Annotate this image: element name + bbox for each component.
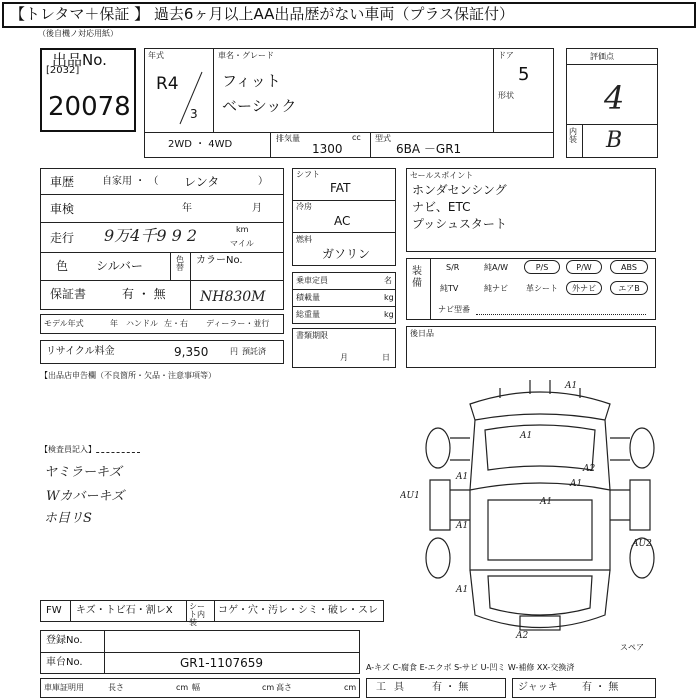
door-value: 5 [518,64,530,85]
gross-label: 総重量 [296,310,320,319]
gross-unit: kg [384,310,394,319]
damage-mark-1: A1 [565,381,578,391]
cert-wid: 幅 [192,683,200,692]
score-label: 評価点 [590,52,614,61]
cert-len-cm: cm [176,683,189,692]
cert-hei-cm: cm [344,683,357,692]
report-title: 【出品店申告欄（不良箇所・欠品・注意事項等） [40,371,216,380]
damage-mark-3: A1 [540,497,553,507]
damage-mark-10: AU2 [632,539,652,549]
tools-label: 工具 [376,682,412,693]
damage-mark-6: A2 [583,464,596,474]
history-label: 車歴 [50,175,75,189]
year-value: R4 [156,74,179,94]
equip-pw: P/W [566,260,602,274]
damage-mark-4: A1 [456,521,469,531]
shape-label: 形状 [498,91,514,100]
later-label: 後日品 [410,329,434,338]
spare-label: スペア [620,643,644,652]
score-value: 4 [604,79,625,117]
history-options: 自家用 ・ （ [102,176,159,187]
tools-opts: 有 ・ 無 [432,682,469,693]
damage-mark-2: A1 [520,431,533,441]
mileage-value: 9万4千9 9 2 [104,226,198,245]
ac-value: AC [334,214,351,228]
damage-mark-11: A2 [516,631,529,641]
damage-legend: A-キズ C-腐食 E-エクボ S-サビ U-凹ミ W-補修 XX-交換済 [366,663,575,672]
sales-line-2: ナビ、ETC [412,200,471,214]
registration-month: 月 [340,353,348,362]
equipment-label: 装備 [412,266,422,289]
year-label: 年式 [148,51,164,60]
door-label: ドア [498,51,514,60]
shaken-label: 車検 [50,202,75,216]
fw-label: FW [46,605,62,616]
warranty-label: 保証書 [50,287,87,301]
shift-label: シフト [296,170,320,179]
interior-value: B [606,128,623,153]
year-month: 3 [190,107,198,121]
cert-label: 車庫証明用 [44,683,84,692]
load-label: 積載量 [296,293,320,302]
seat-label: シート内装 [189,602,205,627]
cert-wid-cm: cm [262,683,275,692]
color-value: シルバー [96,259,143,273]
later-box [406,326,656,368]
cc-value: 1300 [312,142,343,156]
warranty-opts: 有 ・ 無 [122,287,166,301]
load-unit: kg [384,293,394,302]
car-grade: ベーシック [222,97,297,115]
cert-box [40,678,360,698]
recycle-value: 9,350 [174,345,209,359]
registration-day: 日 [382,353,390,362]
equip-tv: 純TV [440,284,459,293]
cc-label: 排気量 [276,134,300,143]
inspector-note-1: ヤミラーキズ [44,465,122,480]
sales-label: セールスポイント [410,171,474,180]
shaken-nen: 年 [182,203,192,214]
name-label: 車名・グレード [218,51,274,60]
shaken-tsuki: 月 [252,203,262,214]
history-close: ） [258,176,268,187]
shift-value: FAT [330,181,351,195]
color-no-label: カラーNo. [196,255,243,266]
equip-leather: 革シート [526,284,558,293]
registration-label: 書類期限 [296,331,328,340]
passengers-label: 乗車定員 [296,276,328,285]
header-subtitle: （後自機ノ対応用紙） [38,29,118,38]
recycle-label: リサイクル料金 [46,346,115,357]
damage-mark-5: A1 [456,585,469,595]
jack-label: ジャッキ [518,682,558,693]
recycle-note: 預託済 [242,347,266,356]
equip-navi: 純ナビ [484,284,508,293]
sales-line-3: プッシュスタート [412,217,507,231]
equip-sr: S/R [446,263,460,272]
fuel-value: ガソリン [322,247,371,261]
car-name: フィット [222,72,281,90]
ac-label: 冷房 [296,202,312,211]
color-no-value: NH830M [200,289,266,305]
drive-value: 2WD ・ 4WD [168,139,233,150]
lot-code: [2032] [46,65,80,76]
recycle-unit: 円 [230,347,238,356]
jack-opts: 有 ・ 無 [582,682,619,693]
reg-label: 登録No. [46,635,83,646]
repaint-label: 色替 [176,255,184,272]
damage-mark-8: A1 [570,479,583,489]
seat-value: コゲ・穴・汚レ・シミ・破レ・スレ [218,605,378,616]
model-year-nen: 年 [110,319,118,328]
chassis-label: 車台No. [46,657,83,668]
damage-mark-9: A1 [456,472,469,482]
equip-aw: 純A/W [484,263,509,272]
model-value: 6BA －GR1 [396,142,462,156]
equip-airbag: エアB [610,281,648,295]
equip-abs: ABS [610,260,648,274]
car-diagram [400,380,680,650]
interior-label: 内装 [569,127,577,144]
lot-label: 出品No. [52,51,107,69]
sales-line-1: ホンダセンシング [412,183,507,197]
passengers-unit: 名 [384,276,392,285]
cc-unit: cc [352,133,361,142]
mileage-km: km [236,225,249,234]
navi-model-label: ナビ型番 [438,305,470,314]
damage-mark-7: AU1 [400,491,420,501]
lot-number: 20078 [48,92,131,122]
model-year-label: モデル年式 [44,319,84,328]
cert-len: 長さ [108,683,124,692]
color-label: 色 [56,259,69,273]
cert-hei: 高さ [276,683,292,692]
history-value: レンタ [184,175,220,189]
handle-value: 左・右 [164,319,188,328]
fuel-label: 燃料 [296,235,312,244]
inspector-note-2: Wカバーキズ [46,489,125,504]
inspector-note-3: ホ目リS [44,511,92,526]
fw-value: キズ・トビ石・割レX [76,605,173,616]
equip-ext-navi: 外ナビ [566,281,602,295]
handle-label: ハンドル [126,319,158,328]
equip-ps: P/S [524,260,560,274]
header-title: 【トレタマ＋保証 】 過去6ヶ月以上AA出品歴がない車両（プラス保証付） [10,5,514,23]
mileage-label: 走行 [50,231,75,245]
inspector-label: 【検査員記入】 [40,445,96,454]
chassis-value: GR1-1107659 [180,656,264,670]
dealer-label: ディーラー・並行 [206,319,270,328]
model-label: 型式 [375,134,391,143]
mileage-mile: マイル [230,239,254,248]
